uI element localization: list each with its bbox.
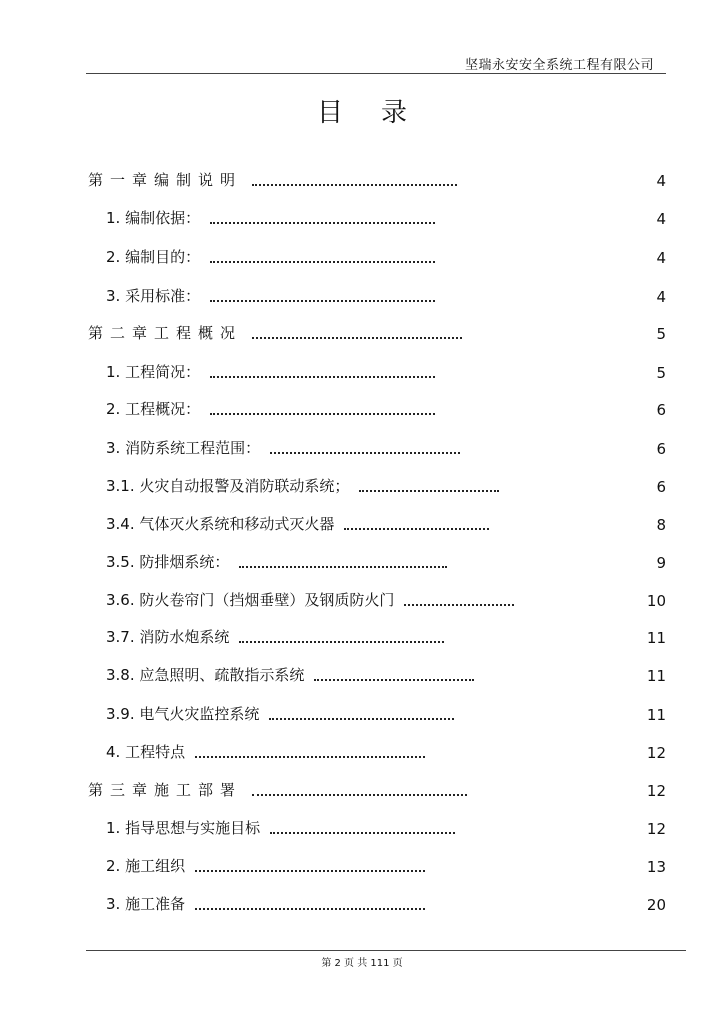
- toc-entry-page: 4: [656, 210, 666, 228]
- toc-entry-label: 3. 施工准备: [106, 895, 186, 913]
- page-header-company: 坚瑞永安安全系统工程有限公司: [464, 58, 654, 73]
- toc-entry-label: 3. 消防系统工程范围：: [106, 439, 261, 457]
- toc-entry[interactable]: [106, 854, 666, 876]
- toc-dot-leader: [270, 452, 460, 454]
- toc-dot-leader: [195, 870, 425, 872]
- toc-dot-leader: [252, 794, 467, 796]
- toc-dot-leader: [195, 908, 425, 910]
- toc-entry-page: 12: [646, 820, 666, 838]
- toc-entry-label: 2. 工程概况：: [106, 400, 201, 418]
- toc-entry-page: 12: [646, 744, 666, 762]
- toc-entry-label: 1. 指导思想与实施目标: [106, 819, 261, 837]
- toc-dot-leader: [404, 604, 514, 606]
- toc-entry[interactable]: [106, 206, 666, 228]
- toc-entry-page: 6: [656, 401, 666, 419]
- toc-entry-label: 第二章工程概况: [88, 324, 243, 342]
- toc-dot-leader: [195, 756, 425, 758]
- toc-dot-leader: [359, 490, 499, 492]
- toc-dot-leader: [269, 718, 454, 720]
- toc-entry[interactable]: [106, 245, 666, 267]
- toc-dot-leader: [252, 184, 457, 186]
- toc-entry[interactable]: [106, 892, 666, 914]
- toc-entry-label: 2. 编制目的：: [106, 248, 201, 266]
- toc-entry[interactable]: [106, 740, 666, 762]
- footer-rule: [86, 950, 686, 951]
- toc-entry-page: 10: [646, 592, 666, 610]
- toc-dot-leader: [210, 261, 435, 263]
- toc-dot-leader: [344, 528, 489, 530]
- toc-entry[interactable]: [106, 588, 666, 610]
- toc-entry[interactable]: [106, 663, 666, 685]
- toc-entry[interactable]: [106, 512, 666, 534]
- toc-entry-page: 20: [646, 896, 666, 914]
- toc-dot-leader: [210, 222, 435, 224]
- toc-entry-page: 4: [656, 288, 666, 306]
- toc-entry-page: 11: [646, 667, 666, 685]
- toc-dot-leader: [210, 376, 435, 378]
- toc-entry-page: 5: [656, 325, 666, 343]
- footer-page-number: 第 2 页 共 111 页: [321, 958, 403, 969]
- toc-entry-page: 5: [656, 364, 666, 382]
- toc-dot-leader: [314, 679, 474, 681]
- toc-entry-page: 8: [656, 516, 666, 534]
- toc-entry-page: 6: [656, 478, 666, 496]
- toc-entry-page: 12: [646, 782, 666, 800]
- toc-entry[interactable]: [106, 702, 666, 724]
- header-rule: [86, 73, 666, 74]
- toc-entry[interactable]: [106, 474, 666, 496]
- toc-entry-page: 4: [656, 249, 666, 267]
- toc-entry[interactable]: [106, 360, 666, 382]
- toc-entry[interactable]: [88, 321, 666, 343]
- toc-entry-label: 3.9. 电气火灾监控系统: [106, 705, 260, 723]
- toc-entry-page: 9: [656, 554, 666, 572]
- toc-entry-label: 4. 工程特点: [106, 743, 186, 761]
- toc-dot-leader: [252, 337, 462, 339]
- toc-dot-leader: [239, 566, 447, 568]
- toc-entry-label: 3.6. 防火卷帘门（挡烟垂壁）及钢质防火门: [106, 591, 395, 609]
- toc-dot-leader: [210, 300, 435, 302]
- toc-entry-label: 3. 采用标准：: [106, 287, 201, 305]
- document-title: 目录: [316, 98, 445, 128]
- toc-entry-page: 11: [646, 629, 666, 647]
- toc-entry-label: 3.4. 气体灭火系统和移动式灭火器: [106, 515, 335, 533]
- toc-entry-label: 3.7. 消防水炮系统: [106, 628, 230, 646]
- toc-entry[interactable]: [106, 816, 666, 838]
- toc-entry-page: 13: [646, 858, 666, 876]
- toc-entry-label: 3.5. 防排烟系统：: [106, 553, 230, 571]
- toc-entry-label: 2. 施工组织: [106, 857, 186, 875]
- toc-entry[interactable]: [106, 436, 666, 458]
- toc-dot-leader: [210, 413, 435, 415]
- toc-entry-page: 6: [656, 440, 666, 458]
- toc-entry-label: 3.1. 火灾自动报警及消防联动系统；: [106, 477, 350, 495]
- toc-dot-leader: [270, 832, 455, 834]
- toc-entry[interactable]: [106, 550, 666, 572]
- toc-entry-label: 第三章施工部署: [88, 781, 243, 799]
- toc-entry[interactable]: [88, 778, 666, 800]
- toc-entry-page: 11: [646, 706, 666, 724]
- toc-entry-label: 1. 工程简况：: [106, 363, 201, 381]
- toc-entry-label: 3.8. 应急照明、疏散指示系统: [106, 666, 305, 684]
- toc-entry[interactable]: [88, 168, 666, 190]
- toc-entry-label: 1. 编制依据：: [106, 209, 201, 227]
- toc-entry[interactable]: [106, 625, 666, 647]
- toc-entry[interactable]: [106, 397, 666, 419]
- toc-dot-leader: [239, 641, 444, 643]
- toc-entry[interactable]: [106, 284, 666, 306]
- toc-entry-label: 第一章编制说明: [88, 171, 243, 189]
- toc-entry-page: 4: [656, 172, 666, 190]
